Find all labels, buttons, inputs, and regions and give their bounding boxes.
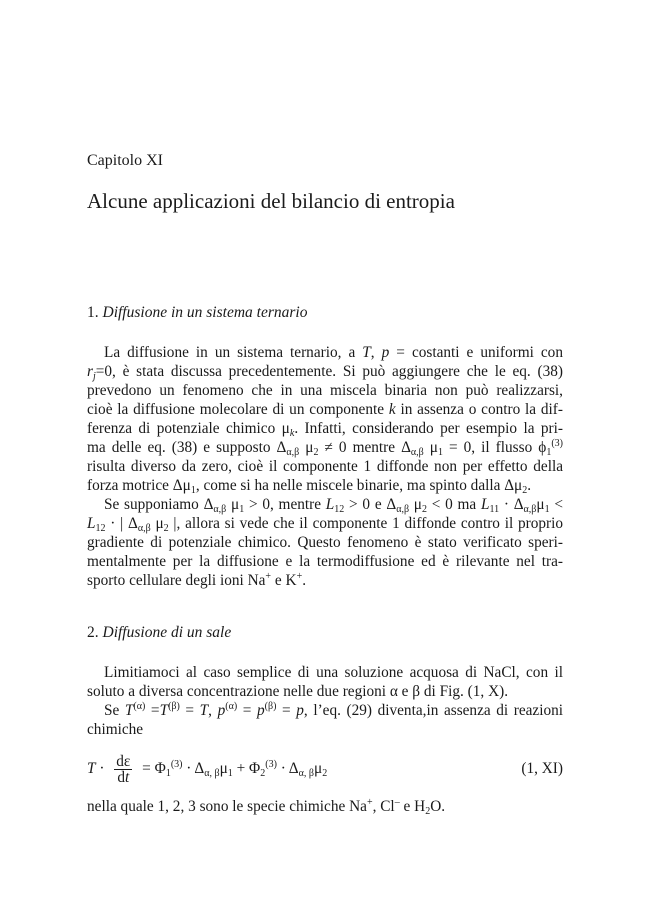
math-symbol: T: [159, 702, 169, 719]
text-run: sporto cellulare degli ioni Na: [87, 572, 266, 589]
text-run: + Φ: [232, 760, 261, 777]
text-run: μ: [226, 496, 240, 513]
subscript: α,β: [396, 504, 410, 515]
superscript: –: [394, 797, 400, 808]
denominator-t: t: [125, 768, 130, 786]
text-run: , l’eq. (29) diventa,in assenza di reazioni: [303, 702, 564, 719]
subscript: 2: [425, 806, 431, 817]
subscript: 2: [322, 768, 328, 779]
superscript: +: [296, 571, 303, 582]
text-line: [87, 552, 563, 571]
text-run: μ: [219, 760, 228, 777]
superscript: (β): [168, 701, 180, 712]
text-run: mentalmente per la diffusione e la termodiffusione ed è rilevante nel tra-: [87, 553, 563, 570]
text-run: <: [549, 496, 563, 513]
text-run: μ: [150, 515, 164, 532]
superscript: (α): [225, 701, 238, 712]
subscript: 1: [190, 485, 196, 496]
text-line: [87, 514, 563, 533]
subscript: α, β: [204, 768, 220, 779]
text-run: ≠ 0 mentre Δ: [318, 439, 411, 456]
text-line: [87, 400, 563, 419]
text-run: · Δ: [499, 496, 524, 513]
paragraph-diffusione-sale: [87, 663, 563, 739]
text-run: , come si ha nelle miscele binarie, ma spinto dalla Δμ: [195, 477, 523, 494]
chapter-title: Alcune applicazioni del bilancio di entropia: [87, 189, 455, 213]
subscript: 1: [546, 447, 552, 458]
text-run: > 0 e Δ: [344, 496, 397, 513]
paragraph-species: [87, 797, 563, 816]
subscript: 2: [522, 485, 528, 496]
text-line: [87, 682, 563, 701]
text-line: [87, 495, 563, 514]
section-number: 2.: [87, 624, 103, 641]
math-symbol: p: [257, 702, 265, 719]
math-symbol: T: [124, 702, 134, 719]
text-run: .: [302, 572, 307, 589]
text-run: =: [179, 702, 200, 719]
subscript: α,β: [410, 447, 424, 458]
equation-number: (1, XI): [521, 760, 563, 777]
subscript: 2: [421, 504, 427, 515]
fraction-numerator: dε: [116, 752, 131, 770]
subscript: 2: [313, 447, 319, 458]
subscript: k: [289, 428, 295, 439]
equation-body: [87, 753, 327, 785]
text-run: La diffusione in un sistema ternario, a: [104, 344, 363, 361]
text-run: · | Δ: [105, 515, 138, 532]
text-run: · Δ: [182, 760, 205, 777]
text-run: e K: [271, 572, 297, 589]
text-line: [87, 362, 563, 381]
text-run: =: [276, 702, 297, 719]
math-symbol: L: [87, 515, 96, 532]
superscript: +: [366, 797, 373, 808]
subscript: α,β: [137, 523, 151, 534]
text-run: gradiente di potenziale chimico. Questo fenomeno è stato verificato speri-: [87, 534, 563, 551]
subscript: 1: [165, 768, 171, 779]
math-symbol: T: [199, 702, 209, 719]
fraction-denominator: [114, 770, 132, 785]
text-run: μ: [299, 439, 314, 456]
superscript: (3): [170, 759, 183, 770]
text-run: μ: [423, 439, 438, 456]
text-run: prevedono un fenomeno che in una miscela binaria non può realizzarsi,: [87, 382, 563, 399]
math-symbol: p: [296, 702, 304, 719]
math-symbol: k: [388, 401, 396, 418]
superscript: (β): [264, 701, 277, 712]
subscript: α,β: [523, 504, 537, 515]
text-run: ,: [370, 344, 382, 361]
text-run: forza motrice Δμ: [87, 477, 191, 494]
math-symbol: T: [362, 344, 371, 361]
subscript: 12: [95, 523, 106, 534]
text-run: e H: [399, 798, 426, 815]
text-run: ,: [208, 702, 218, 719]
subscript: j: [92, 371, 96, 382]
text-line: [87, 720, 563, 739]
subscript: 2: [163, 523, 169, 534]
text-line: [87, 438, 563, 457]
denominator-d: d: [117, 768, 125, 786]
subscript: 2: [260, 768, 266, 779]
section-number: 1.: [87, 304, 103, 321]
text-run: .: [527, 477, 532, 494]
text-run: =: [145, 702, 160, 719]
subscript: 1: [544, 504, 550, 515]
text-run: . Infatti, considerando per esempio la pri-: [294, 420, 563, 437]
text-line: [87, 457, 563, 476]
equation-rhs: [138, 760, 327, 777]
subscript: α,β: [213, 504, 227, 515]
text-line: [87, 476, 563, 495]
text-line: [87, 343, 563, 362]
subscript: 11: [489, 504, 500, 515]
superscript: (α): [133, 701, 146, 712]
equation-fraction: [114, 754, 132, 785]
text-run: < 0 ma: [426, 496, 481, 513]
math-symbol: r: [87, 363, 93, 380]
text-run: ferenza di potenziale chimico μ: [87, 420, 290, 437]
text-line: [87, 701, 563, 720]
text-run: μ: [409, 496, 422, 513]
subscript: α,β: [286, 447, 300, 458]
superscript: +: [265, 571, 272, 582]
text-run: chimiche: [87, 721, 144, 738]
equation-lhs: T: [87, 760, 96, 777]
superscript: (3): [265, 759, 277, 770]
text-line: [87, 381, 563, 400]
section-heading-2: [87, 624, 231, 642]
text-run: risulta diverso da zero, cioè il componente 1 diffonde non per effetto della: [87, 458, 563, 475]
math-symbol: L: [325, 496, 335, 513]
text-line: [87, 419, 563, 438]
superscript: (3): [551, 438, 563, 449]
subscript: α, β: [298, 768, 314, 779]
text-run: = costanti e uniformi con: [389, 344, 563, 361]
text-run: |, allora si vede che il componente 1 diffonde contro il proprio: [168, 515, 564, 532]
section-heading-1: [87, 304, 307, 322]
text-run: · Δ: [276, 760, 299, 777]
text-run: O.: [430, 798, 446, 815]
text-run: > 0, mentre: [244, 496, 326, 513]
text-run: μ: [536, 496, 545, 513]
section-title: Diffusione in un sistema ternario: [102, 304, 308, 321]
text-run: Se: [104, 702, 125, 719]
equation-1-XI: [87, 753, 563, 785]
chapter-label: Capitolo XI: [87, 152, 163, 169]
text-run: =0, è stata discussa precedentemente. Si può aggiungere che le eq. (38): [95, 363, 563, 380]
text-run: = 0, il flusso ϕ: [442, 439, 547, 456]
text-line: [87, 533, 563, 552]
subscript: 12: [334, 504, 345, 515]
text-run: cioè la diffusione molecolare di un componente: [87, 401, 389, 418]
math-symbol: p: [381, 344, 390, 361]
text-run: Limitiamoci al caso semplice di una soluzione acquosa di NaCl, con il: [104, 664, 563, 681]
text-run: ma delle eq. (38) e supposto Δ: [87, 439, 287, 456]
math-symbol: L: [480, 496, 490, 513]
text-line: [87, 663, 563, 682]
text-run: μ: [313, 760, 323, 777]
subscript: 1: [227, 768, 233, 779]
text-run: in assenza o contro la dif-: [395, 401, 563, 418]
equation-dot: ·: [95, 760, 109, 777]
text-run: nella quale 1, 2, 3 sono le specie chimiche Na: [87, 798, 367, 815]
text-run: , Cl: [372, 798, 395, 815]
text-line: [87, 571, 563, 590]
math-symbol: p: [217, 702, 226, 719]
subscript: 1: [239, 504, 245, 515]
text-run: = Φ: [138, 760, 166, 777]
text-line: [87, 797, 563, 816]
text-run: =: [237, 702, 257, 719]
section-title: Diffusione di un sale: [102, 624, 232, 641]
text-run: Se supponiamo Δ: [104, 496, 214, 513]
text-run: soluto a diversa concentrazione nelle due regioni α e β di Fig. (1, X).: [87, 683, 509, 700]
paragraph-diffusione-ternario: [87, 343, 563, 590]
subscript: 1: [437, 447, 443, 458]
